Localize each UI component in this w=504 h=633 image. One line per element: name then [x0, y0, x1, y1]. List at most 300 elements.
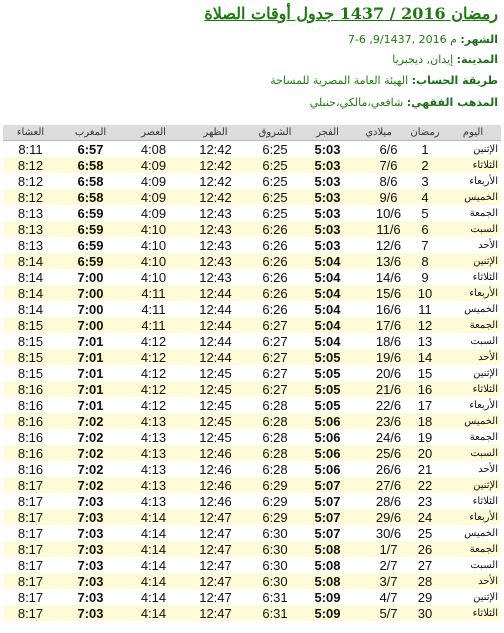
ramadan-day-cell: 21	[417, 461, 433, 477]
day-cell: السبت	[445, 445, 501, 461]
sunrise-time-cell: 6:28	[262, 429, 288, 445]
isha-time-cell: 8:16	[3, 445, 58, 461]
header-day: اليوم	[445, 125, 501, 141]
table-row	[3, 589, 501, 605]
header-asr: العصر	[123, 125, 184, 141]
gregorian-date-cell: 6/6	[379, 141, 398, 157]
header-dhuhr: الظهر	[184, 125, 247, 141]
day-cell: السبت	[445, 221, 501, 237]
ramadan-day-cell: 24	[405, 509, 445, 525]
fajr-time-cell: 5:04	[303, 253, 352, 269]
fajr-time-cell: 5:09	[303, 605, 352, 621]
asr-time-cell: 4:12	[123, 349, 184, 365]
sunrise-time-cell: 6:27	[247, 317, 303, 333]
asr-time-cell: 4:10	[123, 253, 184, 269]
ramadan-day-cell: 4	[405, 189, 445, 205]
sunrise-time-cell: 6:25	[262, 141, 288, 157]
ramadan-day-cell: 5	[421, 205, 429, 221]
ramadan-day-cell: 13	[417, 333, 433, 349]
maghrib-time-cell: 7:02	[58, 413, 123, 429]
city-label: المدينة:	[456, 53, 498, 66]
table-row	[3, 381, 501, 397]
table-row	[3, 301, 501, 317]
sunrise-time-cell: 6:26	[262, 237, 288, 253]
day-cell: الأربعاء	[445, 509, 501, 525]
isha-time-cell: 8:15	[3, 349, 58, 365]
fajr-time-cell: 5:07	[314, 493, 341, 509]
asr-time-cell: 4:14	[123, 509, 184, 525]
dhuhr-time-cell: 12:45	[199, 365, 232, 381]
header-ramadan: رمضان	[405, 125, 445, 141]
gregorian-date-cell: 8/6	[379, 173, 398, 189]
ramadan-day-cell: 9	[421, 269, 429, 285]
header-gregorian: ميلادي	[352, 125, 405, 141]
maghrib-time-cell: 7:01	[77, 397, 104, 413]
sunrise-time-cell: 6:30	[247, 541, 303, 557]
day-cell: الخميس	[445, 189, 501, 205]
dhuhr-time-cell: 12:43	[199, 237, 232, 253]
day-cell: الجمعة	[469, 431, 498, 443]
sunrise-time-cell: 6:30	[262, 557, 288, 573]
sunrise-time-cell: 6:27	[262, 365, 288, 381]
gregorian-date-cell: 11/6	[352, 221, 405, 237]
fajr-time-cell: 5:06	[314, 461, 341, 477]
sunrise-time-cell: 6:25	[262, 205, 288, 221]
day-cell: الثلاثاء	[445, 157, 501, 173]
fajr-time-cell: 5:07	[314, 525, 341, 541]
gregorian-date-cell: 10/6	[375, 205, 402, 221]
dhuhr-time-cell: 12:43	[184, 253, 247, 269]
ramadan-day-cell: 17	[417, 397, 433, 413]
day-cell: الثلاثاء	[472, 495, 498, 507]
table-row	[3, 557, 501, 573]
fajr-time-cell: 5:06	[303, 413, 352, 429]
asr-time-cell: 4:13	[140, 429, 167, 445]
maghrib-time-cell: 7:00	[58, 285, 123, 301]
day-cell: الأربعاء	[445, 285, 501, 301]
gregorian-date-cell: 22/6	[375, 397, 402, 413]
info-madhab	[310, 96, 498, 110]
isha-time-cell: 8:13	[17, 237, 44, 253]
maghrib-time-cell: 7:01	[58, 381, 123, 397]
asr-time-cell: 4:11	[141, 301, 166, 317]
ramadan-day-cell: 26	[405, 541, 445, 557]
dhuhr-time-cell: 12:46	[184, 477, 247, 493]
fajr-time-cell: 5:06	[314, 429, 341, 445]
asr-time-cell: 4:13	[140, 461, 167, 477]
table-row	[3, 413, 501, 429]
ramadan-day-cell: 8	[405, 253, 445, 269]
fajr-time-cell: 5:03	[314, 173, 341, 189]
gregorian-date-cell: 7/6	[352, 157, 405, 173]
day-cell: الإثنين	[445, 253, 501, 269]
isha-time-cell: 8:15	[17, 333, 44, 349]
sunrise-time-cell: 6:29	[247, 509, 303, 525]
maghrib-time-cell: 7:02	[58, 445, 123, 461]
info-city	[392, 53, 498, 67]
maghrib-time-cell: 6:58	[58, 189, 123, 205]
fajr-time-cell: 5:04	[314, 269, 341, 285]
prayer-times-table	[3, 125, 501, 621]
sunrise-time-cell: 6:30	[262, 525, 288, 541]
header-maghrib: المغرب	[58, 125, 123, 141]
dhuhr-time-cell: 12:44	[199, 301, 232, 317]
page-title: رمضان 2016 / 1437 جدول أوقات الصلاة	[204, 4, 498, 23]
ramadan-day-cell: 6	[405, 221, 445, 237]
sunrise-time-cell: 6:25	[262, 173, 288, 189]
sunrise-time-cell: 6:28	[262, 397, 288, 413]
info-method	[270, 74, 498, 88]
gregorian-date-cell: 27/6	[352, 477, 405, 493]
maghrib-time-cell: 7:03	[58, 509, 123, 525]
dhuhr-time-cell: 12:42	[184, 189, 247, 205]
day-cell: الأحد	[478, 239, 498, 251]
header-sunrise: الشروق	[247, 125, 303, 141]
info-month	[348, 33, 498, 47]
fajr-time-cell: 5:05	[314, 397, 341, 413]
isha-time-cell: 8:17	[17, 589, 44, 605]
table-row	[3, 317, 501, 333]
ramadan-day-cell: 3	[421, 173, 429, 189]
day-cell: الأحد	[445, 573, 501, 589]
fajr-time-cell: 5:08	[303, 541, 352, 557]
gregorian-date-cell: 20/6	[375, 365, 402, 381]
sunrise-time-cell: 6:26	[247, 253, 303, 269]
isha-time-cell: 8:16	[17, 429, 44, 445]
method-label: طريقة الحساب:	[411, 74, 498, 87]
sunrise-time-cell: 6:26	[262, 269, 288, 285]
isha-time-cell: 8:14	[17, 269, 44, 285]
asr-time-cell: 4:13	[123, 413, 184, 429]
table-row	[3, 365, 501, 381]
ramadan-day-cell: 28	[405, 573, 445, 589]
asr-time-cell: 4:14	[140, 525, 167, 541]
gregorian-date-cell: 15/6	[352, 285, 405, 301]
sunrise-time-cell: 6:28	[247, 445, 303, 461]
ramadan-day-cell: 22	[405, 477, 445, 493]
table-row	[3, 205, 501, 221]
maghrib-time-cell: 6:59	[58, 221, 123, 237]
dhuhr-time-cell: 12:42	[199, 141, 232, 157]
table-row	[3, 605, 501, 621]
gregorian-date-cell: 30/6	[375, 525, 402, 541]
sunrise-time-cell: 6:28	[262, 461, 288, 477]
day-cell: الإثنين	[473, 367, 498, 379]
table-row	[3, 333, 501, 349]
day-cell: السبت	[470, 559, 498, 571]
maghrib-time-cell: 6:59	[77, 205, 104, 221]
day-cell: الإثنين	[445, 477, 501, 493]
day-cell: الجمعة	[469, 207, 498, 219]
table-row	[3, 541, 501, 557]
madhab-value: شافعي،مالكي،حنبلي	[309, 96, 404, 109]
fajr-time-cell: 5:08	[303, 573, 352, 589]
fajr-time-cell: 5:05	[314, 365, 341, 381]
gregorian-date-cell: 3/7	[352, 573, 405, 589]
table-row	[3, 573, 501, 589]
asr-time-cell: 4:14	[140, 557, 167, 573]
ramadan-day-cell: 27	[417, 557, 433, 573]
dhuhr-time-cell: 12:46	[184, 445, 247, 461]
isha-time-cell: 8:16	[3, 413, 58, 429]
dhuhr-time-cell: 12:47	[184, 509, 247, 525]
maghrib-time-cell: 7:03	[77, 525, 104, 541]
gregorian-date-cell: 9/6	[352, 189, 405, 205]
fajr-time-cell: 5:06	[303, 445, 352, 461]
isha-time-cell: 8:16	[3, 381, 58, 397]
table-row	[3, 477, 501, 493]
sunrise-time-cell: 6:25	[247, 189, 303, 205]
maghrib-time-cell: 7:01	[58, 349, 123, 365]
dhuhr-time-cell: 12:47	[199, 589, 232, 605]
dhuhr-time-cell: 12:44	[184, 285, 247, 301]
fajr-time-cell: 5:03	[314, 205, 341, 221]
gregorian-date-cell: 13/6	[352, 253, 405, 269]
asr-time-cell: 4:13	[123, 445, 184, 461]
dhuhr-time-cell: 12:47	[184, 541, 247, 557]
table-row	[3, 525, 501, 541]
dhuhr-time-cell: 12:44	[199, 333, 232, 349]
maghrib-time-cell: 7:00	[58, 317, 123, 333]
day-cell: الأحد	[445, 349, 501, 365]
month-value: 7-6 ,9/1437, 2016 م	[347, 33, 457, 46]
dhuhr-time-cell: 12:47	[184, 605, 247, 621]
table-row	[3, 237, 501, 253]
table-row	[3, 173, 501, 189]
fajr-time-cell: 5:05	[303, 349, 352, 365]
maghrib-time-cell: 7:02	[58, 477, 123, 493]
asr-time-cell: 4:12	[123, 381, 184, 397]
gregorian-date-cell: 14/6	[375, 269, 402, 285]
dhuhr-time-cell: 12:45	[199, 429, 232, 445]
asr-time-cell: 4:14	[140, 589, 167, 605]
ramadan-day-cell: 12	[405, 317, 445, 333]
day-cell: السبت	[470, 335, 498, 347]
table-row	[3, 509, 501, 525]
table-row	[3, 285, 501, 301]
dhuhr-time-cell: 12:42	[199, 173, 232, 189]
isha-time-cell: 8:12	[3, 189, 58, 205]
fajr-time-cell: 5:03	[303, 157, 352, 173]
gregorian-date-cell: 1/7	[352, 541, 405, 557]
table-row	[3, 189, 501, 205]
day-cell: الخميس	[464, 527, 498, 539]
dhuhr-time-cell: 12:47	[184, 573, 247, 589]
sunrise-time-cell: 6:29	[262, 493, 288, 509]
day-cell: الإثنين	[473, 143, 498, 155]
isha-time-cell: 8:17	[3, 573, 58, 589]
sunrise-time-cell: 6:28	[247, 413, 303, 429]
gregorian-date-cell: 12/6	[375, 237, 402, 253]
gregorian-date-cell: 23/6	[352, 413, 405, 429]
sunrise-time-cell: 6:27	[247, 349, 303, 365]
dhuhr-time-cell: 12:45	[199, 397, 232, 413]
asr-time-cell: 4:13	[123, 477, 184, 493]
gregorian-date-cell: 25/6	[352, 445, 405, 461]
maghrib-time-cell: 6:58	[77, 173, 104, 189]
ramadan-day-cell: 23	[417, 493, 433, 509]
ramadan-day-cell: 19	[417, 429, 433, 445]
isha-time-cell: 8:17	[17, 557, 44, 573]
isha-time-cell: 8:17	[17, 525, 44, 541]
isha-time-cell: 8:15	[17, 365, 44, 381]
city-value: إيدان, ديجبريا	[392, 53, 454, 66]
isha-time-cell: 8:14	[3, 285, 58, 301]
asr-time-cell: 4:09	[140, 173, 167, 189]
table-row	[3, 429, 501, 445]
header-fajr: الفجر	[303, 125, 352, 141]
ramadan-day-cell: 7	[421, 237, 429, 253]
dhuhr-time-cell: 12:43	[184, 221, 247, 237]
maghrib-time-cell: 7:03	[58, 573, 123, 589]
fajr-time-cell: 5:04	[314, 301, 341, 317]
ramadan-day-cell: 30	[405, 605, 445, 621]
maghrib-time-cell: 7:03	[77, 557, 104, 573]
isha-time-cell: 8:17	[17, 493, 44, 509]
maghrib-time-cell: 7:02	[77, 429, 104, 445]
gregorian-date-cell: 26/6	[375, 461, 402, 477]
ramadan-day-cell: 11	[418, 301, 432, 317]
dhuhr-time-cell: 12:44	[184, 317, 247, 333]
maghrib-time-cell: 7:03	[77, 493, 104, 509]
fajr-time-cell: 5:03	[303, 221, 352, 237]
dhuhr-time-cell: 12:42	[184, 157, 247, 173]
isha-time-cell: 8:17	[3, 509, 58, 525]
gregorian-date-cell: 29/6	[352, 509, 405, 525]
asr-time-cell: 4:11	[123, 285, 184, 301]
fajr-time-cell: 5:04	[303, 317, 352, 333]
dhuhr-time-cell: 12:46	[199, 493, 232, 509]
ramadan-day-cell: 1	[421, 141, 429, 157]
table-row	[3, 269, 501, 285]
table-row	[3, 461, 501, 477]
asr-time-cell: 4:13	[140, 493, 167, 509]
table-row	[3, 445, 501, 461]
dhuhr-time-cell: 12:47	[199, 557, 232, 573]
sunrise-time-cell: 6:26	[247, 221, 303, 237]
isha-time-cell: 8:16	[17, 461, 44, 477]
fajr-time-cell: 5:08	[314, 557, 341, 573]
dhuhr-time-cell: 12:46	[199, 461, 232, 477]
gregorian-date-cell: 2/7	[379, 557, 398, 573]
gregorian-date-cell: 18/6	[375, 333, 402, 349]
maghrib-time-cell: 7:00	[77, 269, 104, 285]
gregorian-date-cell: 19/6	[352, 349, 405, 365]
dhuhr-time-cell: 12:43	[199, 205, 232, 221]
maghrib-time-cell: 7:03	[58, 541, 123, 557]
day-cell: الخميس	[464, 303, 498, 315]
fajr-time-cell: 5:04	[303, 285, 352, 301]
asr-time-cell: 4:09	[140, 205, 167, 221]
sunrise-time-cell: 6:27	[247, 381, 303, 397]
ramadan-day-cell: 18	[405, 413, 445, 429]
isha-time-cell: 8:17	[3, 605, 58, 621]
day-cell: الجمعة	[445, 317, 501, 333]
fajr-time-cell: 5:07	[303, 509, 352, 525]
maghrib-time-cell: 6:58	[58, 157, 123, 173]
maghrib-time-cell: 7:00	[77, 301, 104, 317]
ramadan-day-cell: 25	[417, 525, 433, 541]
dhuhr-time-cell: 12:43	[199, 269, 232, 285]
gregorian-date-cell: 28/6	[375, 493, 402, 509]
maghrib-time-cell: 7:01	[77, 333, 104, 349]
maghrib-time-cell: 7:03	[77, 589, 104, 605]
day-cell: الثلاثاء	[445, 381, 501, 397]
isha-time-cell: 8:17	[3, 477, 58, 493]
asr-time-cell: 4:14	[123, 541, 184, 557]
sunrise-time-cell: 6:25	[247, 157, 303, 173]
isha-time-cell: 8:17	[3, 541, 58, 557]
fajr-time-cell: 5:05	[303, 381, 352, 397]
madhab-label: المذهب الفقهي:	[406, 96, 498, 109]
gregorian-date-cell: 17/6	[352, 317, 405, 333]
sunrise-time-cell: 6:26	[262, 301, 288, 317]
day-cell: الأربعاء	[469, 175, 498, 187]
ramadan-day-cell: 29	[417, 589, 433, 605]
isha-time-cell: 8:13	[17, 205, 44, 221]
fajr-time-cell: 5:04	[314, 333, 341, 349]
sunrise-time-cell: 6:29	[247, 477, 303, 493]
asr-time-cell: 4:11	[123, 317, 184, 333]
asr-time-cell: 4:14	[123, 605, 184, 621]
dhuhr-time-cell: 12:45	[184, 381, 247, 397]
day-cell: الجمعة	[445, 541, 501, 557]
month-label: الشهر:	[460, 33, 498, 46]
sunrise-time-cell: 6:27	[262, 333, 288, 349]
asr-time-cell: 4:10	[140, 269, 167, 285]
dhuhr-time-cell: 12:47	[199, 525, 232, 541]
ramadan-day-cell: 2	[405, 157, 445, 173]
ramadan-day-cell: 15	[417, 365, 433, 381]
gregorian-date-cell: 24/6	[375, 429, 402, 445]
day-cell: الأحد	[478, 463, 498, 475]
asr-time-cell: 4:09	[123, 157, 184, 173]
gregorian-date-cell: 21/6	[352, 381, 405, 397]
day-cell: الخميس	[445, 413, 501, 429]
sunrise-time-cell: 6:31	[247, 605, 303, 621]
isha-time-cell: 8:13	[3, 221, 58, 237]
gregorian-date-cell: 16/6	[375, 301, 402, 317]
isha-time-cell: 8:15	[3, 317, 58, 333]
fajr-time-cell: 5:03	[314, 237, 341, 253]
day-cell: الثلاثاء	[445, 605, 501, 621]
table-row	[3, 349, 501, 365]
header-isha: العشاء	[3, 125, 58, 141]
sunrise-time-cell: 6:26	[247, 285, 303, 301]
sunrise-time-cell: 6:31	[262, 589, 288, 605]
sunrise-time-cell: 6:30	[247, 573, 303, 589]
table-row	[3, 493, 501, 509]
fajr-time-cell: 5:03	[314, 141, 341, 157]
method-value: الهيئة العامة المصرية للمساحة	[270, 74, 409, 87]
table-row	[3, 253, 501, 269]
maghrib-time-cell: 6:57	[77, 141, 104, 157]
maghrib-time-cell: 7:02	[77, 461, 104, 477]
dhuhr-time-cell: 12:44	[184, 349, 247, 365]
table-body	[3, 141, 501, 622]
table-row	[3, 141, 501, 158]
asr-time-cell: 4:14	[123, 573, 184, 589]
isha-time-cell: 8:14	[17, 301, 44, 317]
day-cell: الثلاثاء	[472, 271, 498, 283]
asr-time-cell: 4:12	[140, 333, 167, 349]
ramadan-day-cell: 20	[405, 445, 445, 461]
gregorian-date-cell: 4/7	[379, 589, 398, 605]
table-row	[3, 221, 501, 237]
gregorian-date-cell: 5/7	[352, 605, 405, 621]
ramadan-day-cell: 16	[405, 381, 445, 397]
dhuhr-time-cell: 12:45	[184, 413, 247, 429]
